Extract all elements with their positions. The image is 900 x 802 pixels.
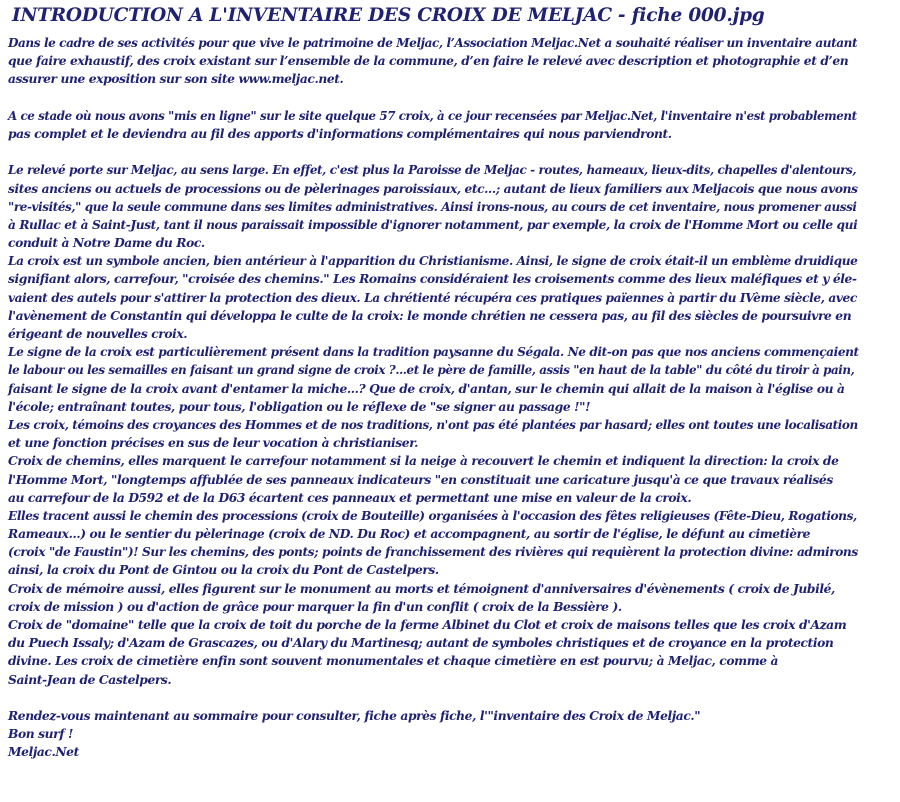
text-line: vaient des autels pour s'attirer la protection des dieux. La chrétienté récupéra ces pratiques païennes à partir du IVème siècle, avec [8,290,857,305]
text-line: Saint-Jean de Castelpers. [8,671,172,687]
text-line: ainsi, la croix du Pont de Gintou ou la croix du Pont de Castelpers. [8,562,439,578]
text-line: à Rullac et à Saint-Just, tant il nous paraissait impossible d'ignorer notamment, par exemple, la croix de l'Homme Mort ou celle qui [8,217,858,232]
text-line: le labour ou les semailles en faisant un grand signe de croix ?...et le père de famille, assis "en haut de la table" du côté du tiroir à pain, [8,363,855,378]
text-line: assurer une exposition sur son site www.meljac.net. [8,71,344,87]
text-line: (croix "de Faustin")! Sur les chemins, des ponts; points de franchissement des rivières qui requièrent la protection divine: admirons [8,545,858,560]
text-line: l'Homme Mort, "longtemps affublée de ses panneaux indicateurs "en constituait une caricature jusqu'à ce que travaux réalisés [8,471,833,487]
text-line: croix de mission ) ou d'action de grâce pour marquer la fin d'un conflit ( croix de la Bessière ). [8,598,622,614]
text-line: que faire exhaustif, des croix existant sur l’ensemble de la commune, d’en faire le relevé avec description et photographie et d’en [8,53,849,69]
text-line: pas complet et le deviendra au fil des apports d'informations complémentaires qui nous parviendront. [8,125,672,141]
text-line: l'avènement de Constantin qui développa le culte de la croix: le monde chrétien ne cessera pas, au fil des siècles de poursuivre en [8,307,852,323]
text-line: A ce stade où nous avons "mis en ligne" sur le site quelque 57 croix, à ce jour recensées par Meljac.Net, l'inventaire n'est probablement [8,108,857,123]
text-line: Le relevé porte sur Meljac, au sens large. En effet, c'est plus la Paroisse de Meljac - routes, hameaux, lieux-dits, chapelles d'alentours, [8,163,857,178]
text-line: Bon surf ! [8,726,73,742]
text-line: sites anciens ou actuels de processions ou de pèlerinages paroissiaux, etc...; autant de lieux familiers aux Meljacois que nous avons [8,181,858,196]
paragraph-break [8,143,894,161]
text-line: divine. Les croix de cimetière enfin sont souvent monumentales et chaque cimetière en est pourvu; à Meljac, comme à [8,653,779,669]
text-line: Croix de chemins, elles marquent le carrefour notamment si la neige à recouvert le chemin et indiquent la direction: la croix de [8,453,839,469]
text-line: Rendez-vous maintenant au sommaire pour consulter, fiche après fiche, l'"inventaire des Croix de Meljac." [8,707,701,723]
text-line: Croix de "domaine" telle que la croix de toit du porche de la ferme Albinet du Clot et croix de maisons telles que les croix d'Azam [8,617,847,632]
text-line: "re-visités," que la seule commune dans ses limites administratives. Ainsi irons-nous, au cours de cet inventaire, nous promener aussi [8,199,857,214]
text-line: et une fonction précises en sus de leur vocation à christianiser. [8,435,419,451]
document-page [8,4,894,762]
text-line: Dans le cadre de ses activités pour que vive le patrimoine de Meljac, l’Association Meljac.Net a souhaité réaliser un inventaire autant [8,36,858,50]
text-line: signifiant alors, carrefour, "croisée des chemins." Les Romains considéraient les croisements comme des lieux maléfiques et y éle- [8,271,857,287]
paragraph-break [8,89,894,107]
text-line: conduit à Notre Dame du Roc. [8,235,205,251]
text-line: Rameaux...) ou le sentier du pèlerinage (croix de ND. Du Roc) et accompagnent, au sortir de l'église, le défunt au cimetière [8,526,811,542]
text-line: l'école; entraînant toutes, pour tous, l'obligation ou le réflexe de "se signer au passage !"! [8,398,591,414]
fiche-label: - fiche 000.jpg [617,5,765,26]
text-line: Elles tracent aussi le chemin des processions (croix de Bouteille) organisées à l'occasion des fêtes religieuses (Fête-Dieu, Rogations, [8,508,857,523]
text-line: Croix de mémoire aussi, elles figurent sur le monument au morts et témoignent d'anniversaires d'évènements ( croix de Jubilé, [8,580,835,596]
paragraph-break [8,689,894,707]
text-line: érigeant de nouvelles croix. [8,326,188,341]
text-line: faisant le signe de la croix avant d'entamer la miche...? Que de croix, d'antan, sur le chemin qui allait de la maison à l'église ou à [8,380,845,396]
text-line: du Puech Issaly; d'Azam de Grascazes, ou d'Alary du Martinesq; autant de symboles christiques et de croyance en la protection [8,635,834,651]
text-line: La croix est un symbole ancien, bien antérieur à l'apparition du Christianisme. Ainsi, le signe de croix était-il un emblème druidique [8,254,858,269]
title-text: INTRODUCTION A L'INVENTAIRE DES CROIX DE MELJAC [12,5,612,26]
text-line: Meljac.Net [8,744,79,760]
text-line: au carrefour de la D592 et de la D63 écartent ces panneaux et permettant une mise en valeur de la croix. [8,489,692,505]
text-line: Les croix, témoins des croyances des Hommes et de nos traditions, n'ont pas été plantées par hasard; elles ont toutes une localisation [8,417,858,432]
text-line: Le signe de la croix est particulièrement présent dans la tradition paysanne du Ségala. Ne dit-on pas que nos anciens commençaient [8,345,859,360]
body-text [8,34,894,762]
page-title [12,4,894,28]
